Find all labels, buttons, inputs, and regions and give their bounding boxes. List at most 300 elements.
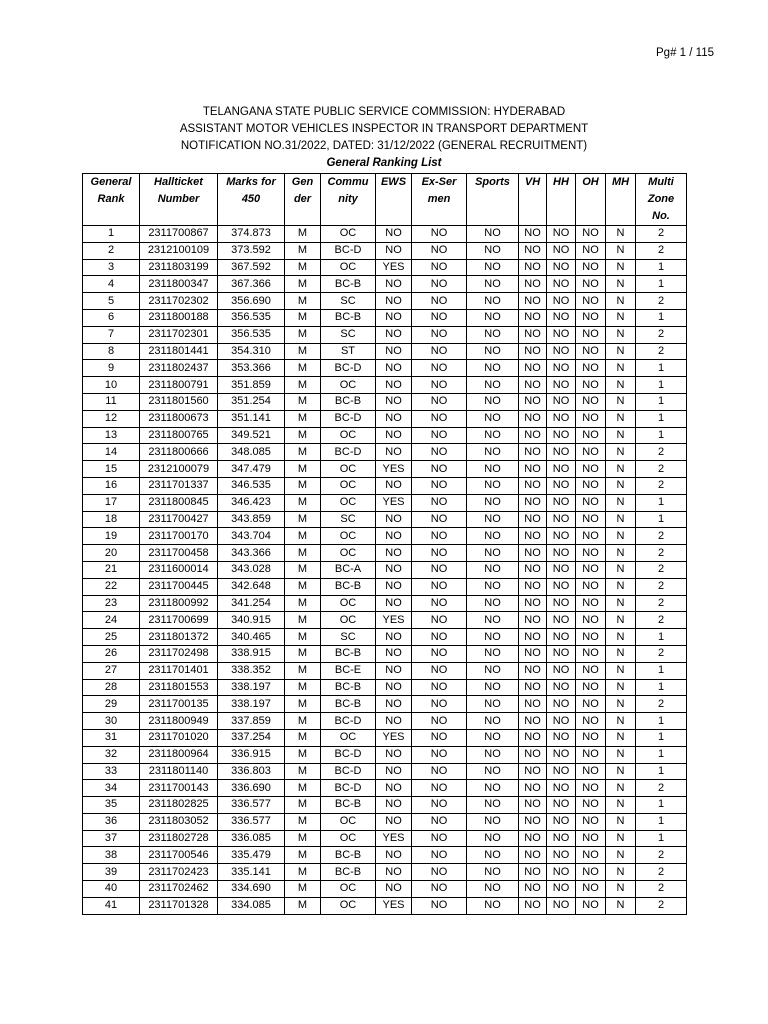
cell-ex-servicemen: NO [412, 242, 467, 259]
cell-gender: M [285, 662, 321, 679]
cell-oh: NO [576, 713, 606, 730]
cell-vh: NO [519, 813, 547, 830]
cell-community: OC [321, 595, 376, 612]
cell-oh: NO [576, 645, 606, 662]
cell-hallticket-number: 2311700170 [140, 528, 218, 545]
cell-general-rank: 5 [83, 293, 140, 310]
cell-ews: NO [376, 377, 412, 394]
cell-vh: NO [519, 276, 547, 293]
cell-ews: NO [376, 763, 412, 780]
cell-multi-zone: 1 [636, 813, 687, 830]
table-row [83, 645, 687, 662]
cell-community: BC-B [321, 679, 376, 696]
table-row [83, 612, 687, 629]
cell-general-rank: 30 [83, 713, 140, 730]
cell-community: BC-B [321, 797, 376, 814]
cell-ews: YES [376, 494, 412, 511]
cell-hh: NO [547, 326, 576, 343]
cell-mh: N [606, 595, 636, 612]
cell-multi-zone: 1 [636, 746, 687, 763]
cell-oh: NO [576, 746, 606, 763]
cell-vh: NO [519, 612, 547, 629]
cell-sports: NO [467, 259, 519, 276]
cell-mh: N [606, 477, 636, 494]
cell-vh: NO [519, 864, 547, 881]
cell-mh: N [606, 729, 636, 746]
column-header-text: Number [157, 193, 200, 205]
cell-ews: NO [376, 578, 412, 595]
cell-mh: N [606, 410, 636, 427]
cell-marks: 346.535 [218, 477, 285, 494]
cell-sports: NO [467, 276, 519, 293]
cell-gender: M [285, 746, 321, 763]
cell-multi-zone: 1 [636, 679, 687, 696]
cell-hallticket-number: 2311701401 [140, 662, 218, 679]
cell-marks: 343.859 [218, 511, 285, 528]
cell-community: OC [321, 881, 376, 898]
cell-mh: N [606, 645, 636, 662]
cell-hallticket-number: 2311800949 [140, 713, 218, 730]
cell-sports: NO [467, 427, 519, 444]
cell-marks: 374.873 [218, 226, 285, 243]
cell-gender: M [285, 561, 321, 578]
cell-multi-zone: 2 [636, 696, 687, 713]
cell-community: BC-B [321, 393, 376, 410]
cell-oh: NO [576, 561, 606, 578]
cell-ex-servicemen: NO [412, 847, 467, 864]
cell-community: BC-D [321, 444, 376, 461]
cell-general-rank: 35 [83, 797, 140, 814]
cell-hallticket-number: 2311700135 [140, 696, 218, 713]
column-header-text: Commu [327, 176, 369, 188]
table-row [83, 780, 687, 797]
cell-mh: N [606, 629, 636, 646]
cell-multi-zone: 2 [636, 595, 687, 612]
cell-community: OC [321, 461, 376, 478]
cell-hallticket-number: 2311803199 [140, 259, 218, 276]
cell-community: SC [321, 629, 376, 646]
cell-sports: NO [467, 864, 519, 881]
cell-hallticket-number: 2311700546 [140, 847, 218, 864]
cell-vh: NO [519, 242, 547, 259]
column-header-text: MH [611, 176, 630, 188]
cell-ex-servicemen: NO [412, 629, 467, 646]
cell-sports: NO [467, 847, 519, 864]
page-number: Pg# 1 / 115 [656, 47, 714, 59]
cell-mh: N [606, 780, 636, 797]
cell-gender: M [285, 830, 321, 847]
cell-ews: NO [376, 393, 412, 410]
cell-multi-zone: 1 [636, 259, 687, 276]
cell-sports: NO [467, 612, 519, 629]
table-row [83, 595, 687, 612]
table-row [83, 326, 687, 343]
cell-ews: NO [376, 444, 412, 461]
cell-sports: NO [467, 813, 519, 830]
cell-mh: N [606, 713, 636, 730]
cell-sports: NO [467, 511, 519, 528]
cell-gender: M [285, 477, 321, 494]
table-row [83, 897, 687, 914]
cell-general-rank: 9 [83, 360, 140, 377]
cell-ews: NO [376, 847, 412, 864]
cell-sports: NO [467, 897, 519, 914]
cell-gender: M [285, 427, 321, 444]
cell-gender: M [285, 645, 321, 662]
cell-general-rank: 12 [83, 410, 140, 427]
cell-multi-zone: 2 [636, 293, 687, 310]
cell-hh: NO [547, 830, 576, 847]
cell-sports: NO [467, 713, 519, 730]
document-header [0, 104, 768, 172]
cell-multi-zone: 1 [636, 830, 687, 847]
cell-hh: NO [547, 780, 576, 797]
cell-gender: M [285, 713, 321, 730]
cell-hallticket-number: 2311800964 [140, 746, 218, 763]
cell-community: OC [321, 259, 376, 276]
cell-general-rank: 37 [83, 830, 140, 847]
table-row [83, 847, 687, 864]
table-row [83, 528, 687, 545]
cell-multi-zone: 1 [636, 360, 687, 377]
cell-multi-zone: 1 [636, 410, 687, 427]
column-header-text: men [427, 193, 451, 205]
cell-marks: 356.690 [218, 293, 285, 310]
cell-ex-servicemen: NO [412, 226, 467, 243]
cell-multi-zone: 1 [636, 427, 687, 444]
cell-marks: 343.028 [218, 561, 285, 578]
cell-community: BC-B [321, 696, 376, 713]
cell-oh: NO [576, 578, 606, 595]
cell-gender: M [285, 410, 321, 427]
cell-ex-servicemen: NO [412, 729, 467, 746]
cell-ex-servicemen: NO [412, 612, 467, 629]
column-header-community [321, 174, 376, 226]
cell-gender: M [285, 897, 321, 914]
cell-mh: N [606, 612, 636, 629]
cell-marks: 351.141 [218, 410, 285, 427]
cell-sports: NO [467, 393, 519, 410]
cell-community: OC [321, 226, 376, 243]
cell-oh: NO [576, 897, 606, 914]
cell-vh: NO [519, 545, 547, 562]
column-header-multi-zone [636, 174, 687, 226]
cell-community: OC [321, 545, 376, 562]
cell-mh: N [606, 662, 636, 679]
cell-gender: M [285, 696, 321, 713]
cell-general-rank: 4 [83, 276, 140, 293]
cell-multi-zone: 2 [636, 444, 687, 461]
cell-oh: NO [576, 293, 606, 310]
cell-hh: NO [547, 595, 576, 612]
table-row [83, 477, 687, 494]
cell-community: OC [321, 494, 376, 511]
cell-mh: N [606, 528, 636, 545]
cell-marks: 349.521 [218, 427, 285, 444]
cell-gender: M [285, 377, 321, 394]
column-header-gender [285, 174, 321, 226]
cell-marks: 342.648 [218, 578, 285, 595]
cell-hallticket-number: 2311801560 [140, 393, 218, 410]
cell-sports: NO [467, 780, 519, 797]
cell-hh: NO [547, 259, 576, 276]
cell-ews: NO [376, 242, 412, 259]
cell-mh: N [606, 393, 636, 410]
cell-ews: NO [376, 864, 412, 881]
cell-sports: NO [467, 293, 519, 310]
cell-gender: M [285, 226, 321, 243]
cell-sports: NO [467, 662, 519, 679]
table-row [83, 561, 687, 578]
column-header-text: EWS [380, 176, 407, 188]
cell-marks: 338.197 [218, 696, 285, 713]
header-line-2: ASSISTANT MOTOR VEHICLES INSPECTOR IN TRANSPORT DEPARTMENT [179, 123, 589, 135]
cell-general-rank: 13 [83, 427, 140, 444]
cell-hh: NO [547, 797, 576, 814]
cell-ex-servicemen: NO [412, 377, 467, 394]
cell-ex-servicemen: NO [412, 595, 467, 612]
cell-gender: M [285, 629, 321, 646]
table-row [83, 377, 687, 394]
cell-ex-servicemen: NO [412, 713, 467, 730]
table-row [83, 427, 687, 444]
table-row [83, 729, 687, 746]
cell-oh: NO [576, 259, 606, 276]
cell-vh: NO [519, 561, 547, 578]
cell-ews: NO [376, 293, 412, 310]
cell-gender: M [285, 595, 321, 612]
cell-ex-servicemen: NO [412, 528, 467, 545]
table-row [83, 578, 687, 595]
cell-sports: NO [467, 629, 519, 646]
cell-vh: NO [519, 444, 547, 461]
cell-ews: NO [376, 746, 412, 763]
cell-marks: 337.859 [218, 713, 285, 730]
cell-vh: NO [519, 679, 547, 696]
column-header-text: der [293, 193, 312, 205]
cell-general-rank: 36 [83, 813, 140, 830]
cell-multi-zone: 1 [636, 511, 687, 528]
cell-general-rank: 19 [83, 528, 140, 545]
cell-mh: N [606, 259, 636, 276]
cell-hh: NO [547, 696, 576, 713]
cell-oh: NO [576, 461, 606, 478]
cell-gender: M [285, 763, 321, 780]
cell-sports: NO [467, 242, 519, 259]
cell-multi-zone: 1 [636, 797, 687, 814]
cell-ews: NO [376, 595, 412, 612]
cell-multi-zone: 2 [636, 864, 687, 881]
cell-ews: NO [376, 561, 412, 578]
cell-community: OC [321, 729, 376, 746]
column-header-hh [547, 174, 576, 226]
cell-hallticket-number: 2311700445 [140, 578, 218, 595]
cell-multi-zone: 1 [636, 309, 687, 326]
cell-community: BC-B [321, 645, 376, 662]
cell-multi-zone: 2 [636, 477, 687, 494]
ranking-table-body [83, 226, 687, 915]
cell-ex-servicemen: NO [412, 343, 467, 360]
cell-gender: M [285, 578, 321, 595]
cell-gender: M [285, 393, 321, 410]
cell-general-rank: 2 [83, 242, 140, 259]
table-row [83, 797, 687, 814]
cell-hh: NO [547, 629, 576, 646]
cell-general-rank: 23 [83, 595, 140, 612]
cell-multi-zone: 2 [636, 561, 687, 578]
cell-hallticket-number: 2311800992 [140, 595, 218, 612]
cell-community: OC [321, 427, 376, 444]
table-row [83, 461, 687, 478]
cell-ews: NO [376, 679, 412, 696]
table-row [83, 679, 687, 696]
cell-marks: 340.465 [218, 629, 285, 646]
table-row [83, 511, 687, 528]
cell-mh: N [606, 377, 636, 394]
cell-oh: NO [576, 511, 606, 528]
cell-oh: NO [576, 629, 606, 646]
column-header-text: General [90, 176, 132, 188]
cell-gender: M [285, 780, 321, 797]
cell-ews: NO [376, 662, 412, 679]
cell-general-rank: 24 [83, 612, 140, 629]
table-row [83, 360, 687, 377]
table-row [83, 746, 687, 763]
cell-ex-servicemen: NO [412, 645, 467, 662]
cell-mh: N [606, 494, 636, 511]
cell-mh: N [606, 797, 636, 814]
cell-oh: NO [576, 864, 606, 881]
cell-hh: NO [547, 662, 576, 679]
cell-hallticket-number: 2312100079 [140, 461, 218, 478]
cell-hh: NO [547, 897, 576, 914]
cell-ex-servicemen: NO [412, 393, 467, 410]
cell-hallticket-number: 2311802437 [140, 360, 218, 377]
cell-mh: N [606, 763, 636, 780]
cell-gender: M [285, 881, 321, 898]
cell-ews: NO [376, 797, 412, 814]
cell-hallticket-number: 2311701337 [140, 477, 218, 494]
cell-marks: 336.577 [218, 797, 285, 814]
cell-community: ST [321, 343, 376, 360]
cell-hh: NO [547, 545, 576, 562]
cell-marks: 347.479 [218, 461, 285, 478]
cell-multi-zone: 2 [636, 528, 687, 545]
cell-ews: NO [376, 276, 412, 293]
cell-hallticket-number: 2311700458 [140, 545, 218, 562]
cell-vh: NO [519, 729, 547, 746]
cell-multi-zone: 1 [636, 763, 687, 780]
table-row [83, 713, 687, 730]
cell-mh: N [606, 881, 636, 898]
cell-vh: NO [519, 427, 547, 444]
cell-hh: NO [547, 477, 576, 494]
cell-multi-zone: 2 [636, 461, 687, 478]
cell-hh: NO [547, 763, 576, 780]
cell-hallticket-number: 2311801441 [140, 343, 218, 360]
cell-gender: M [285, 309, 321, 326]
cell-ex-servicemen: NO [412, 276, 467, 293]
cell-vh: NO [519, 897, 547, 914]
cell-ex-servicemen: NO [412, 293, 467, 310]
cell-sports: NO [467, 881, 519, 898]
cell-sports: NO [467, 309, 519, 326]
cell-hallticket-number: 2311700867 [140, 226, 218, 243]
cell-oh: NO [576, 477, 606, 494]
cell-general-rank: 8 [83, 343, 140, 360]
cell-multi-zone: 1 [636, 713, 687, 730]
cell-ews: NO [376, 343, 412, 360]
cell-sports: NO [467, 226, 519, 243]
cell-hallticket-number: 2311800845 [140, 494, 218, 511]
cell-ews: NO [376, 713, 412, 730]
table-row [83, 259, 687, 276]
cell-hh: NO [547, 226, 576, 243]
cell-community: BC-B [321, 864, 376, 881]
cell-gender: M [285, 729, 321, 746]
cell-community: BC-B [321, 309, 376, 326]
cell-oh: NO [576, 494, 606, 511]
cell-community: OC [321, 477, 376, 494]
cell-marks: 346.423 [218, 494, 285, 511]
cell-mh: N [606, 830, 636, 847]
cell-community: BC-D [321, 763, 376, 780]
cell-sports: NO [467, 461, 519, 478]
cell-community: BC-B [321, 276, 376, 293]
list-subtitle: General Ranking List [326, 157, 442, 169]
cell-marks: 335.141 [218, 864, 285, 881]
cell-general-rank: 7 [83, 326, 140, 343]
cell-oh: NO [576, 309, 606, 326]
cell-community: BC-D [321, 410, 376, 427]
cell-mh: N [606, 511, 636, 528]
cell-marks: 336.085 [218, 830, 285, 847]
cell-hh: NO [547, 360, 576, 377]
cell-ex-servicemen: NO [412, 360, 467, 377]
cell-marks: 356.535 [218, 309, 285, 326]
cell-ex-servicemen: NO [412, 494, 467, 511]
cell-oh: NO [576, 780, 606, 797]
cell-general-rank: 27 [83, 662, 140, 679]
cell-hh: NO [547, 561, 576, 578]
cell-ews: NO [376, 427, 412, 444]
cell-oh: NO [576, 276, 606, 293]
cell-ews: NO [376, 545, 412, 562]
cell-gender: M [285, 511, 321, 528]
cell-hallticket-number: 2311701020 [140, 729, 218, 746]
cell-community: SC [321, 511, 376, 528]
cell-mh: N [606, 746, 636, 763]
cell-gender: M [285, 797, 321, 814]
cell-sports: NO [467, 528, 519, 545]
cell-ex-servicemen: NO [412, 746, 467, 763]
column-header-text: Marks for [226, 176, 276, 188]
cell-general-rank: 26 [83, 645, 140, 662]
cell-general-rank: 38 [83, 847, 140, 864]
cell-ews: NO [376, 696, 412, 713]
cell-mh: N [606, 578, 636, 595]
cell-community: BC-B [321, 578, 376, 595]
cell-mh: N [606, 343, 636, 360]
header-row [83, 174, 687, 226]
cell-hallticket-number: 2311702302 [140, 293, 218, 310]
cell-community: BC-D [321, 780, 376, 797]
cell-multi-zone: 2 [636, 780, 687, 797]
ranking-table [82, 173, 687, 915]
cell-marks: 336.803 [218, 763, 285, 780]
column-header-text: No. [652, 210, 670, 222]
cell-mh: N [606, 813, 636, 830]
